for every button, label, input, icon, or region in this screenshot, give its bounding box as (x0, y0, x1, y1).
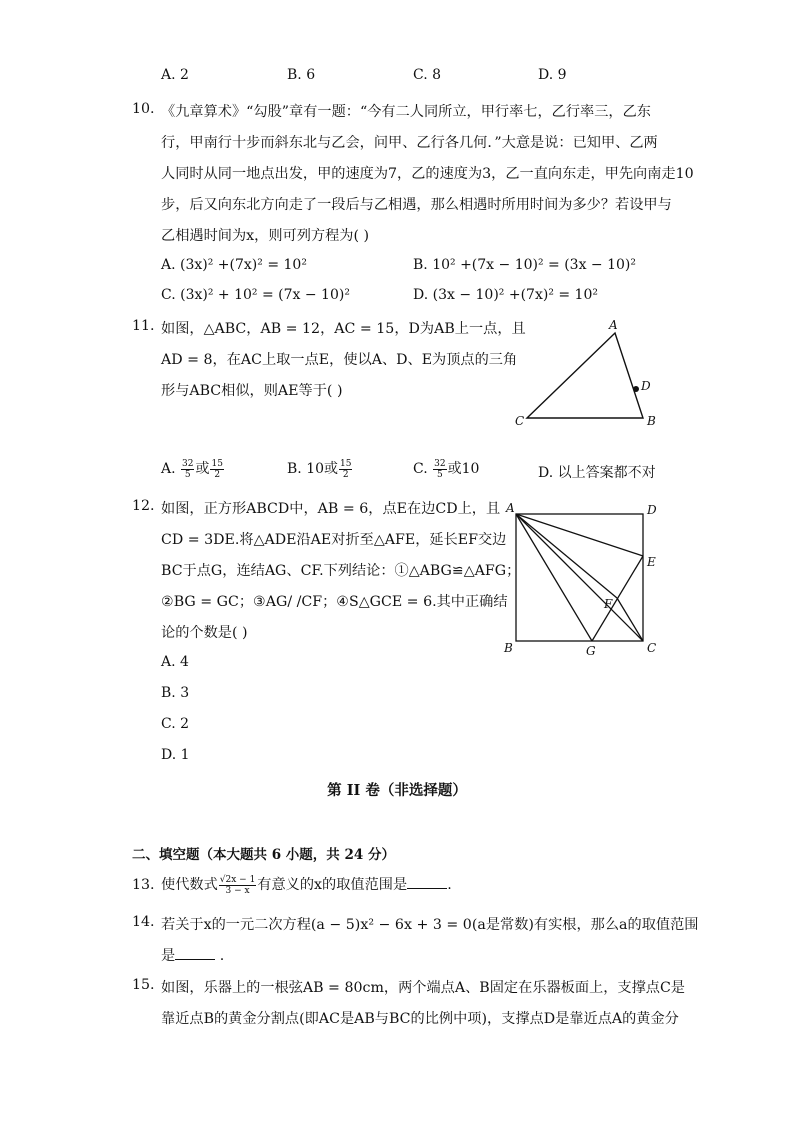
label-c: C (647, 641, 657, 655)
q15-line: 如图，乐器上的一根弦AB = 80cm，两个端点A、B固定在乐器板面上，支撑点C是 (161, 980, 685, 996)
denominator: 3 − x (225, 885, 250, 896)
q12-option-d: D. 1 (161, 747, 190, 763)
triangle-abc (527, 333, 643, 418)
answer-blank[interactable] (175, 947, 215, 960)
q13-pre-text: 使代数式 (161, 877, 218, 893)
numerator: 32 (182, 458, 194, 469)
label-c: C (515, 414, 525, 428)
q12-line: ②BG = GC；③AG/ /CF；④S△GCE = 6.其中正确结 (161, 594, 508, 610)
q13-post-text: 有意义的x的取值范围是 (257, 877, 408, 893)
label-a: A (506, 501, 515, 515)
q10-line: 《九章算术》“勾股”章有一题：“今有二人同所立，甲行率七，乙行率三，乙东 (161, 104, 651, 120)
q9-option-d: D. 9 (538, 67, 567, 83)
q14-line2 (161, 945, 224, 965)
numerator: 15 (340, 458, 352, 469)
label-g: G (586, 644, 596, 658)
q15-number: 15. (132, 977, 155, 993)
q10-line: 步，后又向东北方向走了一段后与乙相遇，那么相遇时所用时间为多少？若设甲与 (161, 197, 672, 213)
label-d: D (647, 503, 657, 517)
q10-option-d: D. (3x − 10)² +(7x)² = 10² (413, 287, 598, 303)
segment-ac (516, 514, 643, 641)
q12-option-a: A. 4 (161, 654, 189, 670)
q11-option-c (413, 458, 479, 480)
denominator: 2 (342, 469, 349, 480)
q11-option-b (287, 458, 353, 480)
q10-line: 行，甲南行十步而斜东北与乙会，问甲、乙行各几何．”大意是说：已知甲、乙两 (161, 135, 658, 151)
q9-option-c: C. 8 (413, 67, 442, 83)
part-title: 二、填空题（本大题共 6 小题，共 24 分） (132, 847, 395, 863)
q9-option-a: A. 2 (161, 67, 189, 83)
q12-number: 12. (132, 498, 155, 514)
q10-line: 乙相遇时间为x，则可列方程为( ) (161, 228, 370, 244)
q11-number: 11. (132, 318, 155, 334)
q10-option-a: A. (3x)² +(7x)² = 10² (161, 257, 307, 273)
q13-line (161, 874, 452, 896)
q12-line: BC于点G，连结AG、CF.下列结论：①△ABG≌△AFG； (161, 563, 521, 579)
denominator: 5 (436, 469, 443, 480)
q11-triangle-figure (505, 315, 665, 435)
label-e: E (647, 555, 656, 569)
q14-number: 14. (132, 914, 155, 930)
segment-ag (516, 514, 592, 641)
or-text: 或 (195, 461, 210, 477)
q11-option-a (161, 458, 225, 480)
fraction (210, 459, 223, 480)
q11-option-d: D. 以上答案都不对 (538, 465, 656, 481)
q9-option-b: B. 6 (287, 67, 316, 83)
q10-option-b: B. 10² +(7x − 10)² = (3x − 10)² (413, 257, 636, 273)
label-a: A (609, 318, 618, 332)
numerator: 32 (434, 458, 446, 469)
answer-blank[interactable] (407, 876, 447, 889)
q12-line: 论的个数是( ) (161, 625, 248, 641)
numerator: √2x − 1 (219, 874, 256, 885)
numerator: 15 (211, 458, 223, 469)
q10-line: 人同时从同一地点出发，甲的速度为7，乙的速度为3，乙一直向东走，甲先向南走10 (161, 166, 694, 182)
q10-number: 10. (132, 101, 155, 117)
q14-end: . (215, 948, 225, 964)
q12-line: 如图，正方形ABCD中，AB = 6，点E在边CD上，且 (161, 501, 501, 517)
denominator: 2 (214, 469, 221, 480)
q12-option-c: C. 2 (161, 716, 190, 732)
q10-option-c: C. (3x)² + 10² = (7x − 10)² (161, 287, 350, 303)
q14-line: 若关于x的一元二次方程(a − 5)x² − 6x + 3 = 0(a是常数)有实根，那么a的取值范围 (161, 917, 699, 933)
section-title: 第 II 卷（非选择题） (327, 782, 467, 799)
option-prefix: C. (413, 461, 433, 477)
q15-line: 靠近点B的黄金分割点(即AC是AB与BC的比例中项)，支撑点D是靠近点A的黄金分 (161, 1011, 679, 1027)
segment-ae (516, 514, 643, 556)
label-b: B (647, 414, 656, 428)
q14-pre: 是 (161, 948, 176, 964)
fraction (181, 459, 194, 480)
label-b: B (504, 641, 513, 655)
q11-line: 形与ABC相似，则AE等于( ) (161, 383, 343, 399)
q13-number: 13. (132, 877, 155, 893)
segment-af (516, 514, 617, 598)
denominator: 5 (184, 469, 191, 480)
q12-square-figure (500, 498, 670, 664)
q13-fraction (219, 875, 257, 896)
option-suffix: 或10 (447, 461, 480, 477)
q12-line: CD = 3DE.将△ADE沿AE对折至△AFE，延长EF交边 (161, 532, 507, 548)
point-d (633, 386, 639, 392)
q12-option-b: B. 3 (161, 685, 190, 701)
label-f: F (604, 597, 613, 611)
q11-line: AD = 8，在AC上取一点E，使以A、D、E为顶点的三角 (161, 352, 518, 368)
q11-line: 如图，△ABC，AB = 12，AC = 15，D为AB上一点，且 (161, 321, 526, 337)
option-prefix: A. (161, 461, 181, 477)
q13-end: . (447, 877, 452, 893)
option-prefix: B. 10或 (287, 461, 339, 477)
fraction (339, 459, 352, 480)
label-d: D (641, 379, 651, 393)
fraction (433, 459, 446, 480)
